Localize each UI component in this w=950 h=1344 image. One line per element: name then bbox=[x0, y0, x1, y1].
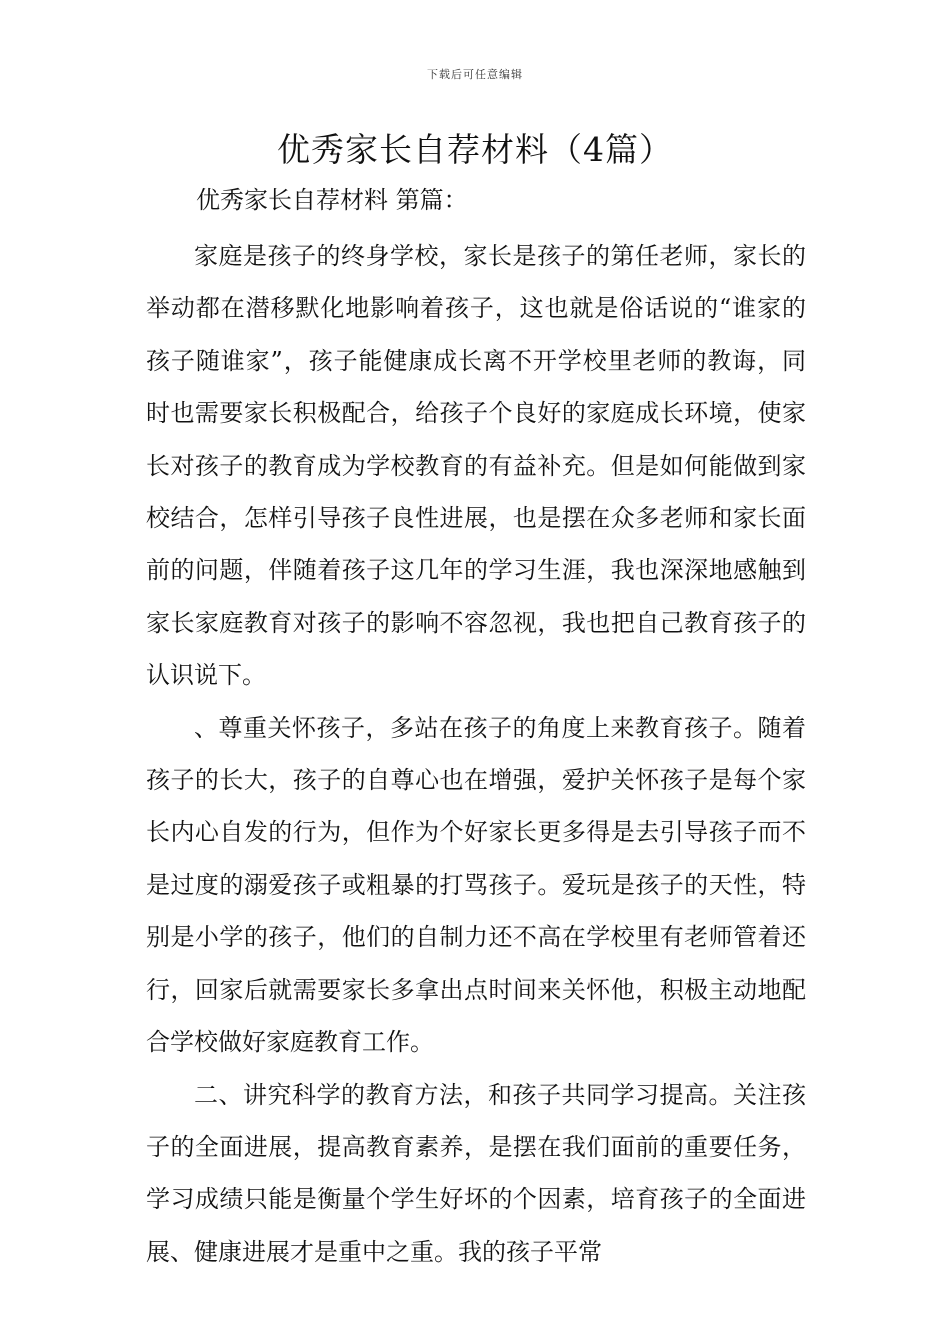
paragraph-point-1: 、尊重关怀孩子，多站在孩子的角度上来教育孩子。随着孩子的长大，孩子的自尊心也在增强，爱护关怀孩子是每个家长内心自发的行为，但作为个好家长更多得是去引导孩子而不是过度的溺爱孩子或粗暴的打骂孩子。爱玩是孩子的天性，特别是小学的孩子，他们的自制力还不高在学校里有老师管着还行，回家后就需要家长多拿出点时间来关怀他，积极主动地配合学校做好家庭教育工作。 bbox=[146, 713, 806, 1057]
paragraph-point-2: 二、讲究科学的教育方法，和孩子共同学习提高。关注孩子的全面进展，提高教育素养，是摆在我们面前的重要任务，学习成绩只能是衡量个学生好坏的个因素，培育孩子的全面进展、健康进展才是重中之重。我的孩子平常 bbox=[146, 1080, 806, 1266]
paragraph-intro: 家庭是孩子的终身学校，家长是孩子的第任老师，家长的举动都在潜移默化地影响着孩子，这也就是俗话说的“谁家的孩子随谁家”，孩子能健康成长离不开学校里老师的教诲，同时也需要家长积极配合，给孩子个良好的家庭成长环境，使家长对孩子的教育成为学校教育的有益补充。但是如何能做到家校结合，怎样引导孩子良性进展，也是摆在众多老师和家长面前的问题，伴随着孩子这几年的学习生涯，我也深深地感触到家长家庭教育对孩子的影响不容忽视，我也把自己教育孩子的认识说下。 bbox=[146, 242, 806, 690]
document-title: 优秀家长自荐材料（4篇） bbox=[277, 130, 673, 169]
document-subtitle: 优秀家长自荐材料 第篇： bbox=[196, 186, 468, 214]
document-body bbox=[146, 230, 806, 1278]
header-note: 下载后可任意编辑 bbox=[427, 68, 523, 81]
